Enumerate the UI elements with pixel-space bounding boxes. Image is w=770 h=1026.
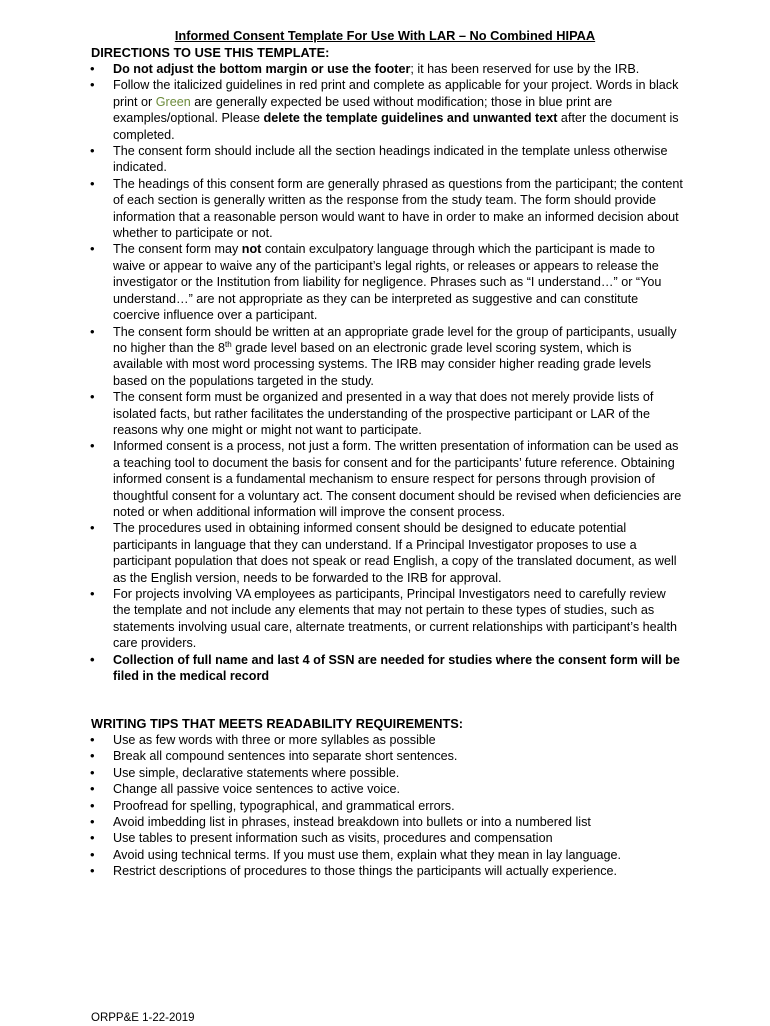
list-item-text: Informed consent is a process, not just a form. The written presentation of information can be used as a teaching tool to document the basis for consent and for the participants’ future reference. Obtaining informed consent is a fundamental mechanism to ensure respect for persons through provision of thoughtful consent for a voluntary act. The consent document should be revised when deficiencies are noted or when additional information will improve the consent process. [113,439,682,519]
list-item: • Use as few words with three or more syllables as possible [0,732,693,748]
list-item [0,520,683,586]
list-item-text: The consent form may [113,242,242,257]
list-item-text: The consent form should be written at an appropriate grade level for the group of participants, usually no higher than the 8 [113,324,677,355]
list-item-text: are generally expected be used without modification; those in blue print are examples/optional. Please [113,94,613,126]
document-title: Informed Consent Template For Use With LAR – No Combined HIPAA [174,28,596,43]
list-item-text: Follow the italicized guidelines in red print and complete as applicable for your project. Words in black print or [113,78,679,109]
list-item: • Avoid using technical terms. If you must use them, explain what they mean in lay language. [0,847,693,863]
list-item-text: The consent form must be organized and presented in a way that does not merely provide lists of isolated facts, but rather facilitates the understanding of the prospective participant or LAR of the reasons why one might or might not want to participate. [113,390,654,437]
bold-text: not [241,242,262,257]
list-item: • Restrict descriptions of procedures to those things the participants will actually experience. [0,863,693,879]
footer-revision: ORPP&E 1-22-2019 [91,1012,195,1024]
list-item: • Use tables to present information such as visits, procedures and compensation [0,830,693,846]
directions-list [0,61,683,684]
list-item [0,438,683,520]
list-item: • Avoid imbedding list in phrases, instead breakdown into bullets or into a numbered list [0,814,693,830]
tips-list [0,732,693,880]
list-item [0,61,683,77]
list-item-text: For projects involving VA employees as participants, Principal Investigators need to carefully review the template and not include any elements that may not pertain to these types of studies, such as statements involving usual care, alternate treatments, or current relationships with participant’s health care providers. [113,587,677,651]
superscript: th [225,339,232,349]
bold-text: Do not adjust the bottom margin or use the footer [113,62,411,76]
list-item [0,143,683,176]
green-text: Green [155,94,191,109]
list-item-text: ; it has been reserved for use by the IRB. [410,62,640,76]
list-item [0,652,683,685]
list-item [0,241,683,323]
list-item [0,176,683,242]
directions-heading: DIRECTIONS TO USE THIS TEMPLATE: [91,45,330,60]
list-item-text: after the document is completed. [113,111,679,142]
list-item-text: The procedures used in obtaining informed consent should be designed to educate potential participants in language that they can understand. If a Principal Investigator proposes to use a participant population that does not speak or read English, a copy of the translated document, as well as the English version, needs to be forwarded to the IRB for approval. [113,521,677,585]
list-item-text: grade level based on an electronic grade level scoring system, which is available with most word processing systems. The IRB may consider higher reading grade levels based on the populations targeted in the study. [113,340,652,388]
tips-heading: WRITING TIPS THAT MEETS READABILITY REQUIREMENTS: [91,716,464,731]
list-item: • Use simple, declarative statements where possible. [0,765,693,781]
list-item: • Proofread for spelling, typographical, and grammatical errors. [0,798,693,814]
list-item [0,389,683,438]
list-item: • Break all compound sentences into separate short sentences. [0,748,693,764]
list-item [0,586,683,652]
list-item [0,77,683,143]
list-item-text: The headings of this consent form are generally phrased as questions from the participant; the content of each section is generally written as the response from the study team. The form should provide information that a reasonable person would want to have in order to make an informed decision about whether to participate or not. [113,176,683,241]
list-item-text: Collection of full name and last 4 of SSN are needed for studies where the consent form will be filed in the medical record [113,652,680,684]
list-item: • Change all passive voice sentences to active voice. [0,781,693,797]
bold-text: delete the template guidelines and unwanted text [263,111,558,126]
list-item-text: contain exculpatory language through which the participant is made to waive or appear to waive any of the participant’s legal rights, or releases or appears to release the investigator or the Institution from liability for negligence. Phrases such as “I understand…” or “You understand…” are not appropriate as they can be interpreted as suggestive and can constitute coercive influence over a participant. [113,242,662,323]
list-item [0,324,683,390]
list-item-text: The consent form should include all the section headings indicated in the template unless otherwise indicated. [113,144,668,175]
